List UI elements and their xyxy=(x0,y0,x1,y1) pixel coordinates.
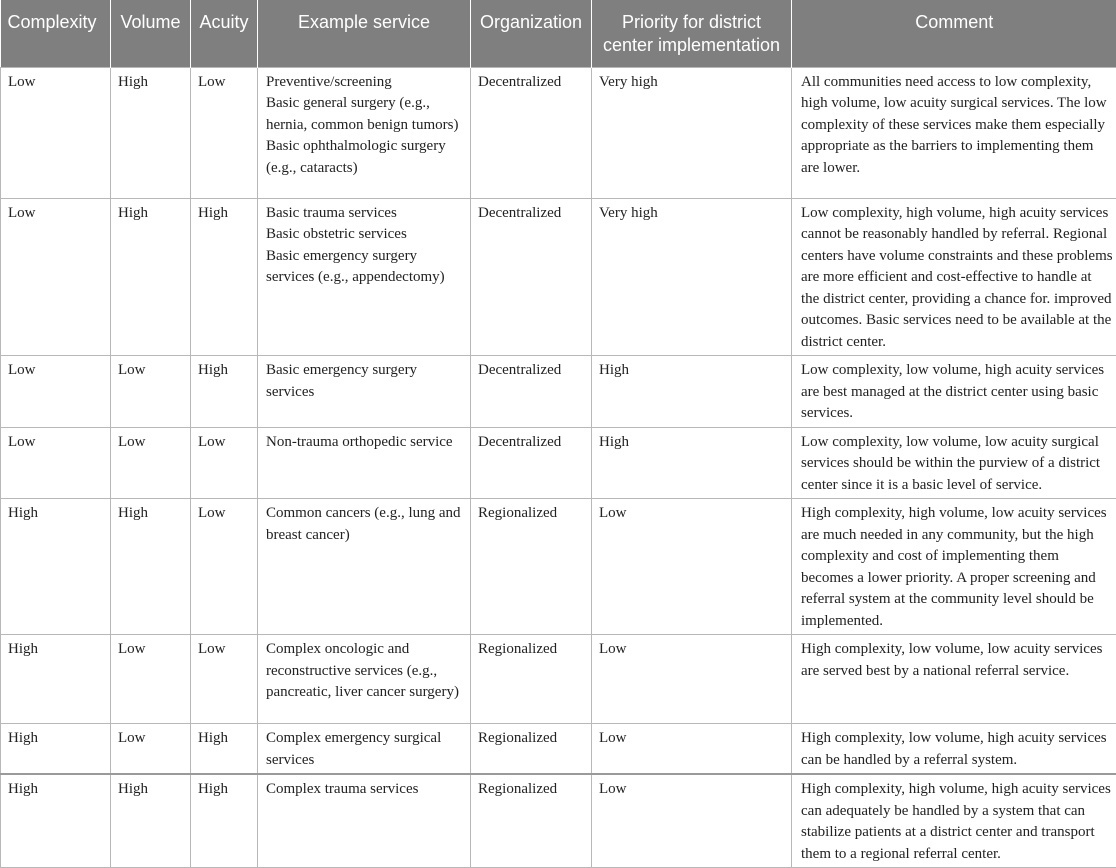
cell-acuity: High xyxy=(191,198,258,356)
cell-comment: Low complexity, low volume, low acuity surgical services should be within the purview of a district center since it is a basic level of service. xyxy=(792,427,1116,499)
cell-example-service xyxy=(258,427,471,499)
cell-example-service xyxy=(258,356,471,428)
cell-acuity: High xyxy=(191,356,258,428)
cell-acuity: Low xyxy=(191,67,258,198)
cell-complexity: High xyxy=(1,774,111,868)
header-complexity: Complexity xyxy=(1,0,111,67)
example-service-item: Complex emergency surgical services xyxy=(266,728,463,771)
example-service-item: Basic emergency surgery services xyxy=(266,360,463,403)
header-acuity: Acuity xyxy=(191,0,258,67)
cell-organization: Decentralized xyxy=(471,356,592,428)
table-row xyxy=(1,774,1116,868)
cell-organization: Decentralized xyxy=(471,67,592,198)
cell-volume: High xyxy=(111,67,191,198)
table-row xyxy=(1,198,1116,356)
cell-complexity: Low xyxy=(1,67,111,198)
cell-acuity: High xyxy=(191,724,258,775)
cell-complexity: Low xyxy=(1,198,111,356)
table-row xyxy=(1,67,1116,198)
cell-priority: High xyxy=(592,427,792,499)
cell-priority: Low xyxy=(592,774,792,868)
cell-organization: Decentralized xyxy=(471,427,592,499)
cell-volume: High xyxy=(111,774,191,868)
cell-comment: High complexity, high volume, high acuity services can adequately be handled by a system that can stabilize patients at a district center and transport them to a regional referral center. xyxy=(792,774,1116,868)
table-row xyxy=(1,499,1116,635)
header-volume: Volume xyxy=(111,0,191,67)
cell-example-service xyxy=(258,67,471,198)
cell-organization: Regionalized xyxy=(471,774,592,868)
cell-organization: Decentralized xyxy=(471,198,592,356)
cell-volume: High xyxy=(111,198,191,356)
cell-complexity: High xyxy=(1,499,111,635)
cell-acuity: Low xyxy=(191,635,258,724)
cell-complexity: High xyxy=(1,635,111,724)
cell-volume: Low xyxy=(111,427,191,499)
table-body xyxy=(1,67,1116,868)
cell-acuity: Low xyxy=(191,499,258,635)
cell-example-service xyxy=(258,635,471,724)
example-service-item: Non-trauma orthopedic service xyxy=(266,432,463,454)
example-service-item: Preventive/screening xyxy=(266,72,463,94)
table-row xyxy=(1,427,1116,499)
header-row xyxy=(1,0,1116,67)
header-organization: Organization xyxy=(471,0,592,67)
cell-example-service xyxy=(258,198,471,356)
cell-example-service xyxy=(258,774,471,868)
table-row xyxy=(1,724,1116,775)
cell-complexity: Low xyxy=(1,356,111,428)
table-row xyxy=(1,356,1116,428)
cell-organization: Regionalized xyxy=(471,635,592,724)
cell-priority: High xyxy=(592,356,792,428)
cell-priority: Very high xyxy=(592,67,792,198)
cell-complexity: Low xyxy=(1,427,111,499)
example-service-item: Basic emergency surgery services (e.g., appendectomy) xyxy=(266,246,463,289)
example-service-item: Complex oncologic and reconstructive services (e.g., pancreatic, liver cancer surgery) xyxy=(266,639,463,704)
cell-priority: Very high xyxy=(592,198,792,356)
cell-volume: High xyxy=(111,499,191,635)
cell-comment: High complexity, low volume, low acuity services are served best by a national referral service. xyxy=(792,635,1116,724)
cell-comment: Low complexity, high volume, high acuity services cannot be reasonably handled by referral. Regional centers have volume constraints and these problems are more efficient and cost-effective to handle at the district center, providing a chance for. improved outcomes. Basic services need to be available at the district center. xyxy=(792,198,1116,356)
cell-acuity: High xyxy=(191,774,258,868)
table-row xyxy=(1,635,1116,724)
cell-comment: All communities need access to low complexity, high volume, low acuity surgical services. The low complexity of these services make them especially appropriate as the barriers to implementing them are lower. xyxy=(792,67,1116,198)
cell-comment: High complexity, low volume, high acuity services can be handled by a referral system. xyxy=(792,724,1116,775)
example-service-item: Basic trauma services xyxy=(266,203,463,225)
cell-priority: Low xyxy=(592,724,792,775)
header-priority: Priority for district center implementation xyxy=(592,0,792,67)
example-service-item: Complex trauma services xyxy=(266,779,463,801)
example-service-item: Basic ophthalmologic surgery (e.g., cataracts) xyxy=(266,136,463,179)
cell-volume: Low xyxy=(111,635,191,724)
cell-comment: High complexity, high volume, low acuity services are much needed in any community, but the high complexity and cost of implementing them becomes a lower priority. A proper screening and referral system at the community level should be implemented. xyxy=(792,499,1116,635)
cell-priority: Low xyxy=(592,635,792,724)
example-service-item: Common cancers (e.g., lung and breast cancer) xyxy=(266,503,463,546)
cell-volume: Low xyxy=(111,724,191,775)
cell-priority: Low xyxy=(592,499,792,635)
cell-comment: Low complexity, low volume, high acuity services are best managed at the district center using basic services. xyxy=(792,356,1116,428)
header-example-service: Example service xyxy=(258,0,471,67)
example-service-item: Basic obstetric services xyxy=(266,224,463,246)
cell-complexity: High xyxy=(1,724,111,775)
cell-acuity: Low xyxy=(191,427,258,499)
header-comment: Comment xyxy=(792,0,1116,67)
cell-organization: Regionalized xyxy=(471,724,592,775)
cell-example-service xyxy=(258,499,471,635)
example-service-item: Basic general surgery (e.g., hernia, common benign tumors) xyxy=(266,93,463,136)
cell-organization: Regionalized xyxy=(471,499,592,635)
cell-example-service xyxy=(258,724,471,775)
cell-volume: Low xyxy=(111,356,191,428)
